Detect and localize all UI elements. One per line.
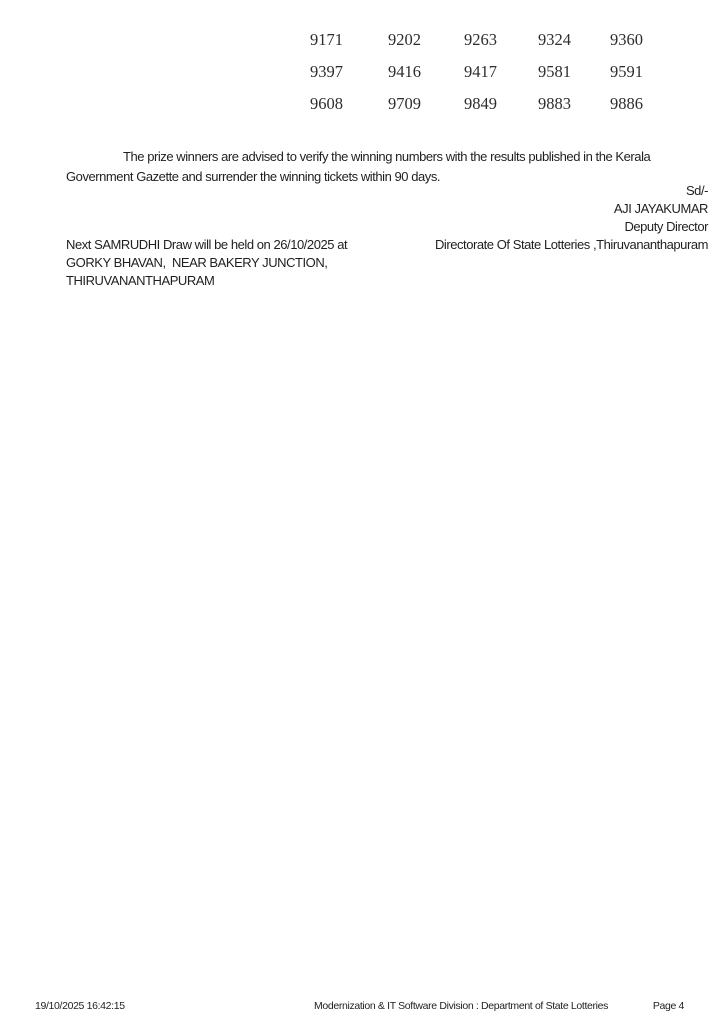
winning-number: 9709	[388, 94, 421, 113]
signature-name: AJI JAYAKUMAR	[613, 201, 708, 216]
footer-page-number: Page 4	[652, 1000, 684, 1012]
winning-number: 9416	[388, 62, 421, 81]
winning-number: 9397	[310, 62, 343, 81]
signature-block	[435, 182, 708, 254]
winning-number: 9417	[464, 62, 497, 81]
prize-claim-notice	[66, 147, 696, 186]
winning-number: 9263	[464, 30, 497, 49]
notice-line-1: The prize winners are advised to verify the winning numbers with the results published in the Kerala	[123, 149, 651, 164]
footer-datetime: 19/10/2025 16:42:15	[35, 1000, 125, 1012]
winning-number: 9883	[538, 94, 571, 113]
next-draw-info	[66, 236, 347, 290]
page-footer	[0, 999, 724, 1015]
winning-number: 9202	[388, 30, 421, 49]
footer-division-text: Modernization & IT Software Division : Department of State Lotteries	[313, 1000, 609, 1012]
notice-line-2: Government Gazette and surrender the winning tickets within 90 days.	[66, 168, 441, 184]
next-draw-line-2: GORKY BHAVAN, NEAR BAKERY JUNCTION,	[66, 255, 328, 270]
next-draw-line-3: THIRUVANANTHAPURAM	[66, 273, 215, 288]
signature-office: Directorate Of State Lotteries ,Thiruvananthapuram	[434, 237, 708, 252]
next-draw-line-1: Next SAMRUDHI Draw will be held on 26/10/2025 at	[66, 237, 348, 252]
winning-number: 9171	[310, 30, 343, 49]
winning-number: 9591	[610, 62, 643, 81]
winning-number: 9581	[538, 62, 571, 81]
winning-number: 9324	[538, 30, 571, 49]
winning-numbers-grid	[310, 24, 650, 120]
winning-number: 9608	[310, 94, 343, 113]
winning-number: 9849	[464, 94, 497, 113]
signature-sd: Sd/-	[685, 183, 708, 198]
winning-number: 9886	[610, 94, 643, 113]
signature-title: Deputy Director	[624, 219, 708, 234]
winning-number: 9360	[610, 30, 643, 49]
